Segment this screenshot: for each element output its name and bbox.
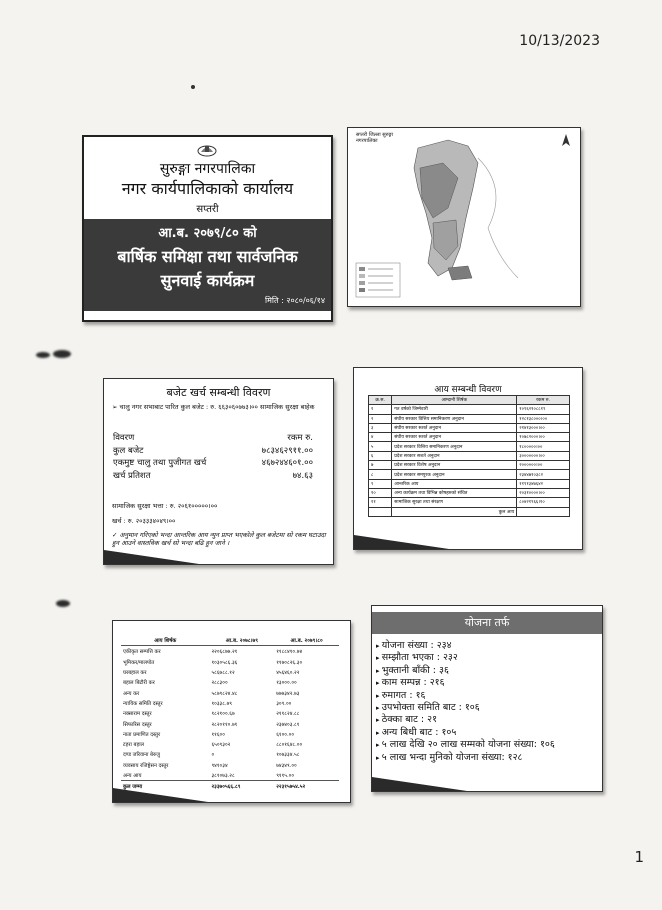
- social-security-expense: खर्च : रु. २०३३३४०४९।००: [112, 517, 176, 525]
- ink-smudge: [56, 600, 70, 607]
- slide-corner: [113, 788, 208, 802]
- projects-list: [376, 638, 555, 762]
- map-title: सप्तरी जिल्ला सुरुङ्गा नगरपालिका: [356, 132, 394, 144]
- table-row: खर्च प्रतिशत ७४.६३: [113, 470, 313, 481]
- projects-slide: [371, 605, 603, 792]
- municipality-name: सुरुङ्गा नगरपालिका: [159, 161, 256, 177]
- map-slide: [347, 127, 581, 307]
- table-row: २ संघीय सरकार वित्तिय समानिकरण अनुदान १२८१३८०००।००: [369, 414, 570, 423]
- social-security-amount: सामाजिक सुरक्षा भत्ता : रु. २०६१०००००।००: [112, 502, 218, 510]
- table-row: घरबहाल कर ५८६७८८.१२ ४५६४६०.२२: [123, 670, 300, 677]
- table-row: एकीकृत सम्पत्ति कर २२०६८७७.२१ ११८८४१०.७४: [123, 649, 303, 656]
- nepal-emblem-icon: [196, 143, 218, 157]
- table-row: सिफारिस दस्तुर २८२०११०.७१ २३७४०३.८१: [123, 721, 300, 728]
- table-row: कुल बजेट ७८३४६२९११.००: [113, 445, 313, 456]
- table-row: नक्साराम दस्तुर १८२१००.६७ २११८२४.८८: [123, 711, 300, 718]
- program-title-1: बार्षिक समिक्षा तथा सार्वजनिक: [117, 247, 298, 266]
- list-item: ▸ रुमागत : १६: [376, 688, 555, 700]
- fiscal-year: आ.ब. २०७९/८० को: [158, 226, 257, 241]
- table-row: अन्य कर ५८७९८२४.४८ ७७७३४२.७३: [123, 690, 300, 697]
- table-row: विवरण रकम रु.: [113, 433, 313, 443]
- table-header-row: क्र.स. आम्दानी शिर्षक रकम रु.: [369, 396, 570, 405]
- table-row: ११ सामाजिक सुरक्षा तथा संरक्षण ८०४२१९६६।१०: [369, 498, 570, 507]
- title-slide: [82, 135, 333, 322]
- program-title-2: सुनवाई कार्यक्रम: [160, 271, 255, 290]
- table-row: ५ प्रदेश सरकार वित्तिय समानिकरण अनुदान १८०००००।००: [369, 442, 570, 451]
- list-item: ▸ अन्य बिधी बाट : १०५: [376, 725, 555, 737]
- slide-corner: [354, 535, 449, 549]
- office-name: नगर कार्यपालिकाको कार्यालय: [121, 179, 294, 198]
- table-row: दण्ड जरिवाना बेरुजु ० १०७३३४.५८: [123, 752, 300, 759]
- revenue-table: [121, 635, 339, 791]
- table-row: ८ प्रदेश सरकार समपुरक अनुदान २३४४७१०३८२: [369, 470, 570, 479]
- budget-note: ✓ अनुमान गरिएको भन्दा आन्तरिक आय न्युन प्राप्त भएकोले कुल बजेटमा सो रकम घटाउदा हुन आउने वास्तविक खर्च सो भन्दा बढि हुन जाने ।: [112, 531, 326, 547]
- print-date: 10/13/2023: [519, 33, 600, 49]
- table-row: ३ संघीय सरकार सशर्त अनुदान २१४१३०००।००: [369, 423, 570, 432]
- list-item: ▸ काम सम्पन्न : २१६: [376, 675, 555, 687]
- projects-title: योजना तर्फ: [372, 612, 602, 634]
- table-row: बहाल बिटौरी कर २८८३०० १३०००.००: [123, 680, 297, 687]
- slide-corner: [104, 550, 199, 564]
- table-row: टहरा बहाल ६५०९३०२ ८८०१६४८.००: [123, 742, 303, 749]
- table-row: न्यायिक समिति दस्तुर १०३३८.७९ ३०९.००: [123, 700, 292, 707]
- list-item: ▸ ठेक्का बाट : २१: [376, 712, 555, 724]
- program-date: मिति : २०८०/०६/१४: [265, 296, 325, 305]
- district-name: सप्तरी: [196, 204, 219, 215]
- budget-intro: ➢ चालु नगर सभाबाट पारित कुल बजेट : रु. ६६३०६०७७३।०० सामाजिक सुरक्षा बाहेक: [112, 403, 315, 411]
- table-row: ४ संघीय सरकार सशर्त अनुदान १०७८२०००।००: [369, 433, 570, 442]
- ink-smudge: [36, 352, 50, 358]
- list-item: ▸ सम्झौता भएका : २३२: [376, 650, 555, 662]
- table-row: १० अन्य कार्यक्रम तथा विभिन्न कोषहरुको संचित २०३१००००।००: [369, 488, 570, 497]
- table-row: नाता प्रमाणित दस्तुर ११६०० ६१००.००: [123, 731, 295, 738]
- title-band: [84, 219, 331, 311]
- list-item: ▸ योजना संख्या : २३४: [376, 638, 555, 650]
- slide-corner: [372, 777, 467, 791]
- list-item: ▸ ५ लाख भन्दा मुनिको योजना संख्या: १२८: [376, 750, 555, 762]
- list-item: ▸ उपभोक्ता समिति बाट : १०६: [376, 700, 555, 712]
- stray-dot: [191, 85, 195, 89]
- list-item: ▸ भुक्तानी बाँकी : ३६: [376, 663, 555, 675]
- table-row: ६ प्रदेश सरकार सशर्त अनुदान ३०००००००।००: [369, 451, 570, 460]
- ink-smudge: [53, 350, 71, 358]
- budget-slide: [103, 378, 334, 565]
- table-row: १ गत वर्षको जिम्मेवारी १०९६२१०८८१९: [369, 405, 570, 414]
- revenue-slide: [112, 620, 351, 803]
- budget-table: [113, 432, 313, 482]
- table-total-row: कुल जम्मा २३३७०५६६.८९ २२३१५७५४.५२: [121, 781, 339, 792]
- table-row: ७ प्रदेश सरकार विशेष अनुदान २००००००।००: [369, 461, 570, 470]
- table-row: एकमुष्ट चालु तथा पुजीगत खर्च ४६७२४४६०१.००: [113, 458, 313, 468]
- list-item: ▸ ५ लाख देखि २० लाख सम्मको योजना संख्या: १०६: [376, 737, 555, 749]
- table-row: अन्य आय ३८१०७३.२८ ९११५.००: [123, 773, 295, 779]
- income-table: [368, 395, 570, 517]
- income-slide: [353, 367, 583, 550]
- table-row: भूमिकर/मालपोत १०३०५८६.३६ ११७०८२६.३०: [123, 659, 303, 666]
- municipality-map: [348, 128, 580, 306]
- table-total-row: कुल आय: [369, 507, 570, 516]
- page-number: 1: [634, 848, 644, 866]
- table-header-row: आय शिर्षक आ.ब. २०७८।७९ आ.ब. २०७९।८०: [121, 635, 339, 646]
- table-row: व्यवसाय रजिष्ट्रेसन दस्तुर ९४१०३४ ७४३४९.००: [123, 762, 297, 769]
- table-row: ९ आन्तरिक आय ११९१३४७६४२: [369, 479, 570, 488]
- budget-title: बजेट खर्च सम्बन्धी विवरण: [166, 386, 271, 399]
- income-title: आय सम्बन्धी विवरण: [434, 385, 502, 395]
